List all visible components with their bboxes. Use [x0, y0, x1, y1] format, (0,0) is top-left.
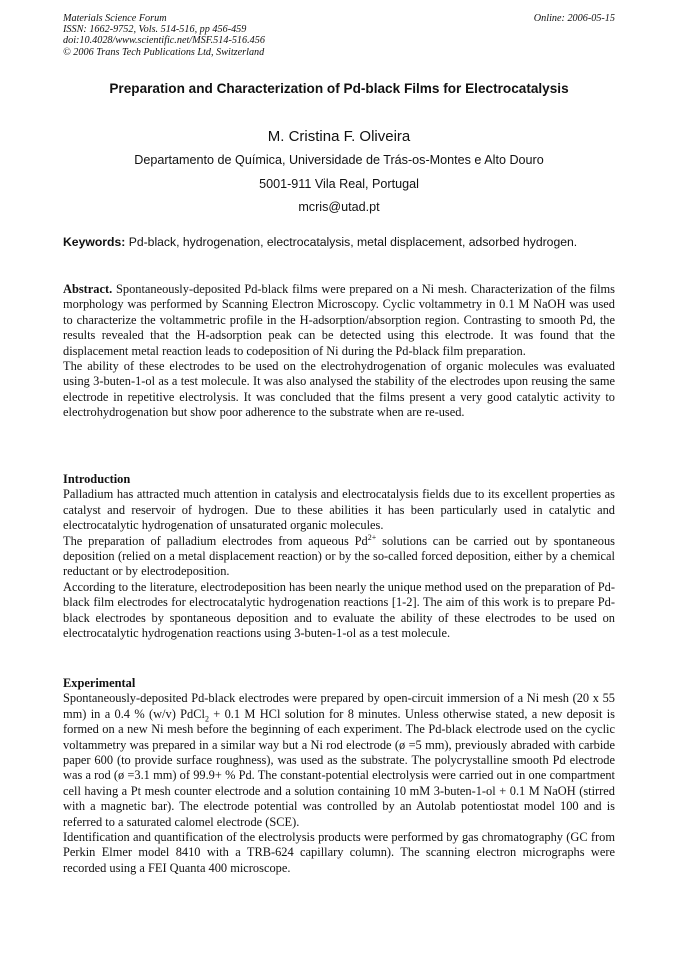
experimental-heading: Experimental — [63, 676, 136, 690]
abstract-paragraph: The ability of these electrodes to be used on the electrohydrogenation of organic molecules was evaluated using 3-buten-1-ol as a test molecule. It was also analysed the stability of the electrodes upon reusing the same electrode in repetitive electrolysis. It was concluded that the films present a very good catalytic activity to electrohydrogenation but show poor adherence to the substrate when are re-used. — [63, 359, 615, 420]
experimental-paragraph — [63, 691, 615, 830]
abstract-section — [63, 282, 615, 421]
author-email: mcris@utad.pt — [298, 200, 380, 214]
abstract-label: Abstract. — [63, 282, 113, 296]
introduction-paragraph: According to the literature, electrodeposition has been nearly the unique method used on the preparation of Pd-black film electrodes for electrocatalytic hydrogenation reactions [1-2]. The aim of this work is to prepare Pd-black electrodes by spontaneous deposition and to evaluate the ability of these electrodes to be used on electrocatalytic hydrogenation reactions using 3-buten-1-ol as a test molecule. — [63, 579, 615, 641]
introduction-section — [63, 472, 615, 641]
paper-title: Preparation and Characterization of Pd-black Films for Electrocatalysis — [109, 81, 569, 96]
exp-text-1b: + 0.1 M HCl solution for 8 minutes. Unless otherwise stated, a new deposit is formed on a new Ni mesh before the beginning of each experiment. The Pd-black electrode used on the cyclic voltammetry was prepared in a similar way but a Ni rod electrode (ø =5 mm), previously abraded with carbide paper 600 (to provide surface roughness), was used as the substrate. The polycrystalline smooth Pd electrode was a rod (ø =3.1 mm) of 99.9+ % Pd. The constant-potential electrolysis were carried out in one compartment cell having a Pt mesh counter electrode and a solution containing 10 mM 3-buten-1-ol + 0.1 M NaOH (stirred with a magnetic bar). The electrode potential was controlled by an Autolab potentiostat model 100 and is referred to a saturated calomel electrode (SCE). — [63, 706, 615, 829]
subscript-2: 2 — [204, 714, 209, 724]
intro-text-2b: solutions can be carried out by spontaneous deposition (relied on a metal displacement reaction) or by the so-called forced deposition, either by a chemical reductant or by electrodeposition. — [63, 533, 616, 579]
experimental-paragraph: Identification and quantification of the electrolysis products were performed by gas chromatography (GC from Perkin Elmer model 8410 with a TRB-624 capillary column). The scanning electron micrographs were recorded using a FEI Quanta 400 microscope. — [63, 830, 615, 875]
journal-copyright: © 2006 Trans Tech Publications Ltd, Switzerland — [63, 46, 265, 58]
intro-text-2a: The preparation of palladium electrodes from aqueous Pd — [63, 533, 368, 548]
introduction-heading: Introduction — [63, 472, 131, 486]
superscript-charge: 2+ — [367, 532, 377, 542]
experimental-section — [63, 676, 615, 876]
keywords — [63, 235, 615, 250]
journal-name: Materials Science Forum — [63, 13, 167, 24]
online-date: Online: 2006-05-15 — [533, 13, 615, 24]
journal-doi: doi:10.4028/www.scientific.net/MSF.514-516.456 — [63, 35, 265, 47]
keywords-label: Keywords: — [63, 235, 126, 249]
author-name: M. Cristina F. Oliveira — [267, 128, 411, 145]
introduction-paragraph: Palladium has attracted much attention in catalysis and electrocatalysis fields due to its excellent properties as catalyst and reservoir of hydrogen. Due to these abilities it has been particularly used in catalytic and electrocatalytic hydrogenation of unsaturated organic molecules. — [63, 487, 615, 533]
journal-header — [63, 13, 615, 58]
introduction-paragraph — [63, 534, 615, 580]
abstract-text-1: Spontaneously-deposited Pd-black films were prepared on a Ni mesh. Characterization of the films morphology was performed by Scanning Electron Microscopy. Cyclic voltammetry in 0.1 M NaOH was used to characterize the voltammetric profile in the H-adsorption/absorption region. Contrasting to smooth Pd, the results revealed that the H-adsorption peak can be detected using this electrode. It was found that the displacement metal reaction leads to codeposition of Ni during the Pd-black film preparation. — [63, 282, 615, 358]
exp-text-1a: Spontaneously-deposited Pd-black electrodes were prepared by open-circuit immersion of a Ni mesh (20 x 55 mm) in a 0.4 % (w/v) PdCl — [63, 691, 615, 721]
journal-issn: ISSN: 1662-9752, Vols. 514-516, pp 456-459 — [63, 24, 247, 36]
keywords-text: Pd-black, hydrogenation, electrocatalysis, metal displacement, adsorbed hydrogen. — [125, 235, 578, 249]
affiliation-department: Departamento de Química, Universidade de Trás-os-Montes e Alto Douro — [134, 153, 544, 167]
abstract-paragraph — [63, 282, 615, 359]
affiliation-address: 5001-911 Vila Real, Portugal — [259, 177, 419, 191]
